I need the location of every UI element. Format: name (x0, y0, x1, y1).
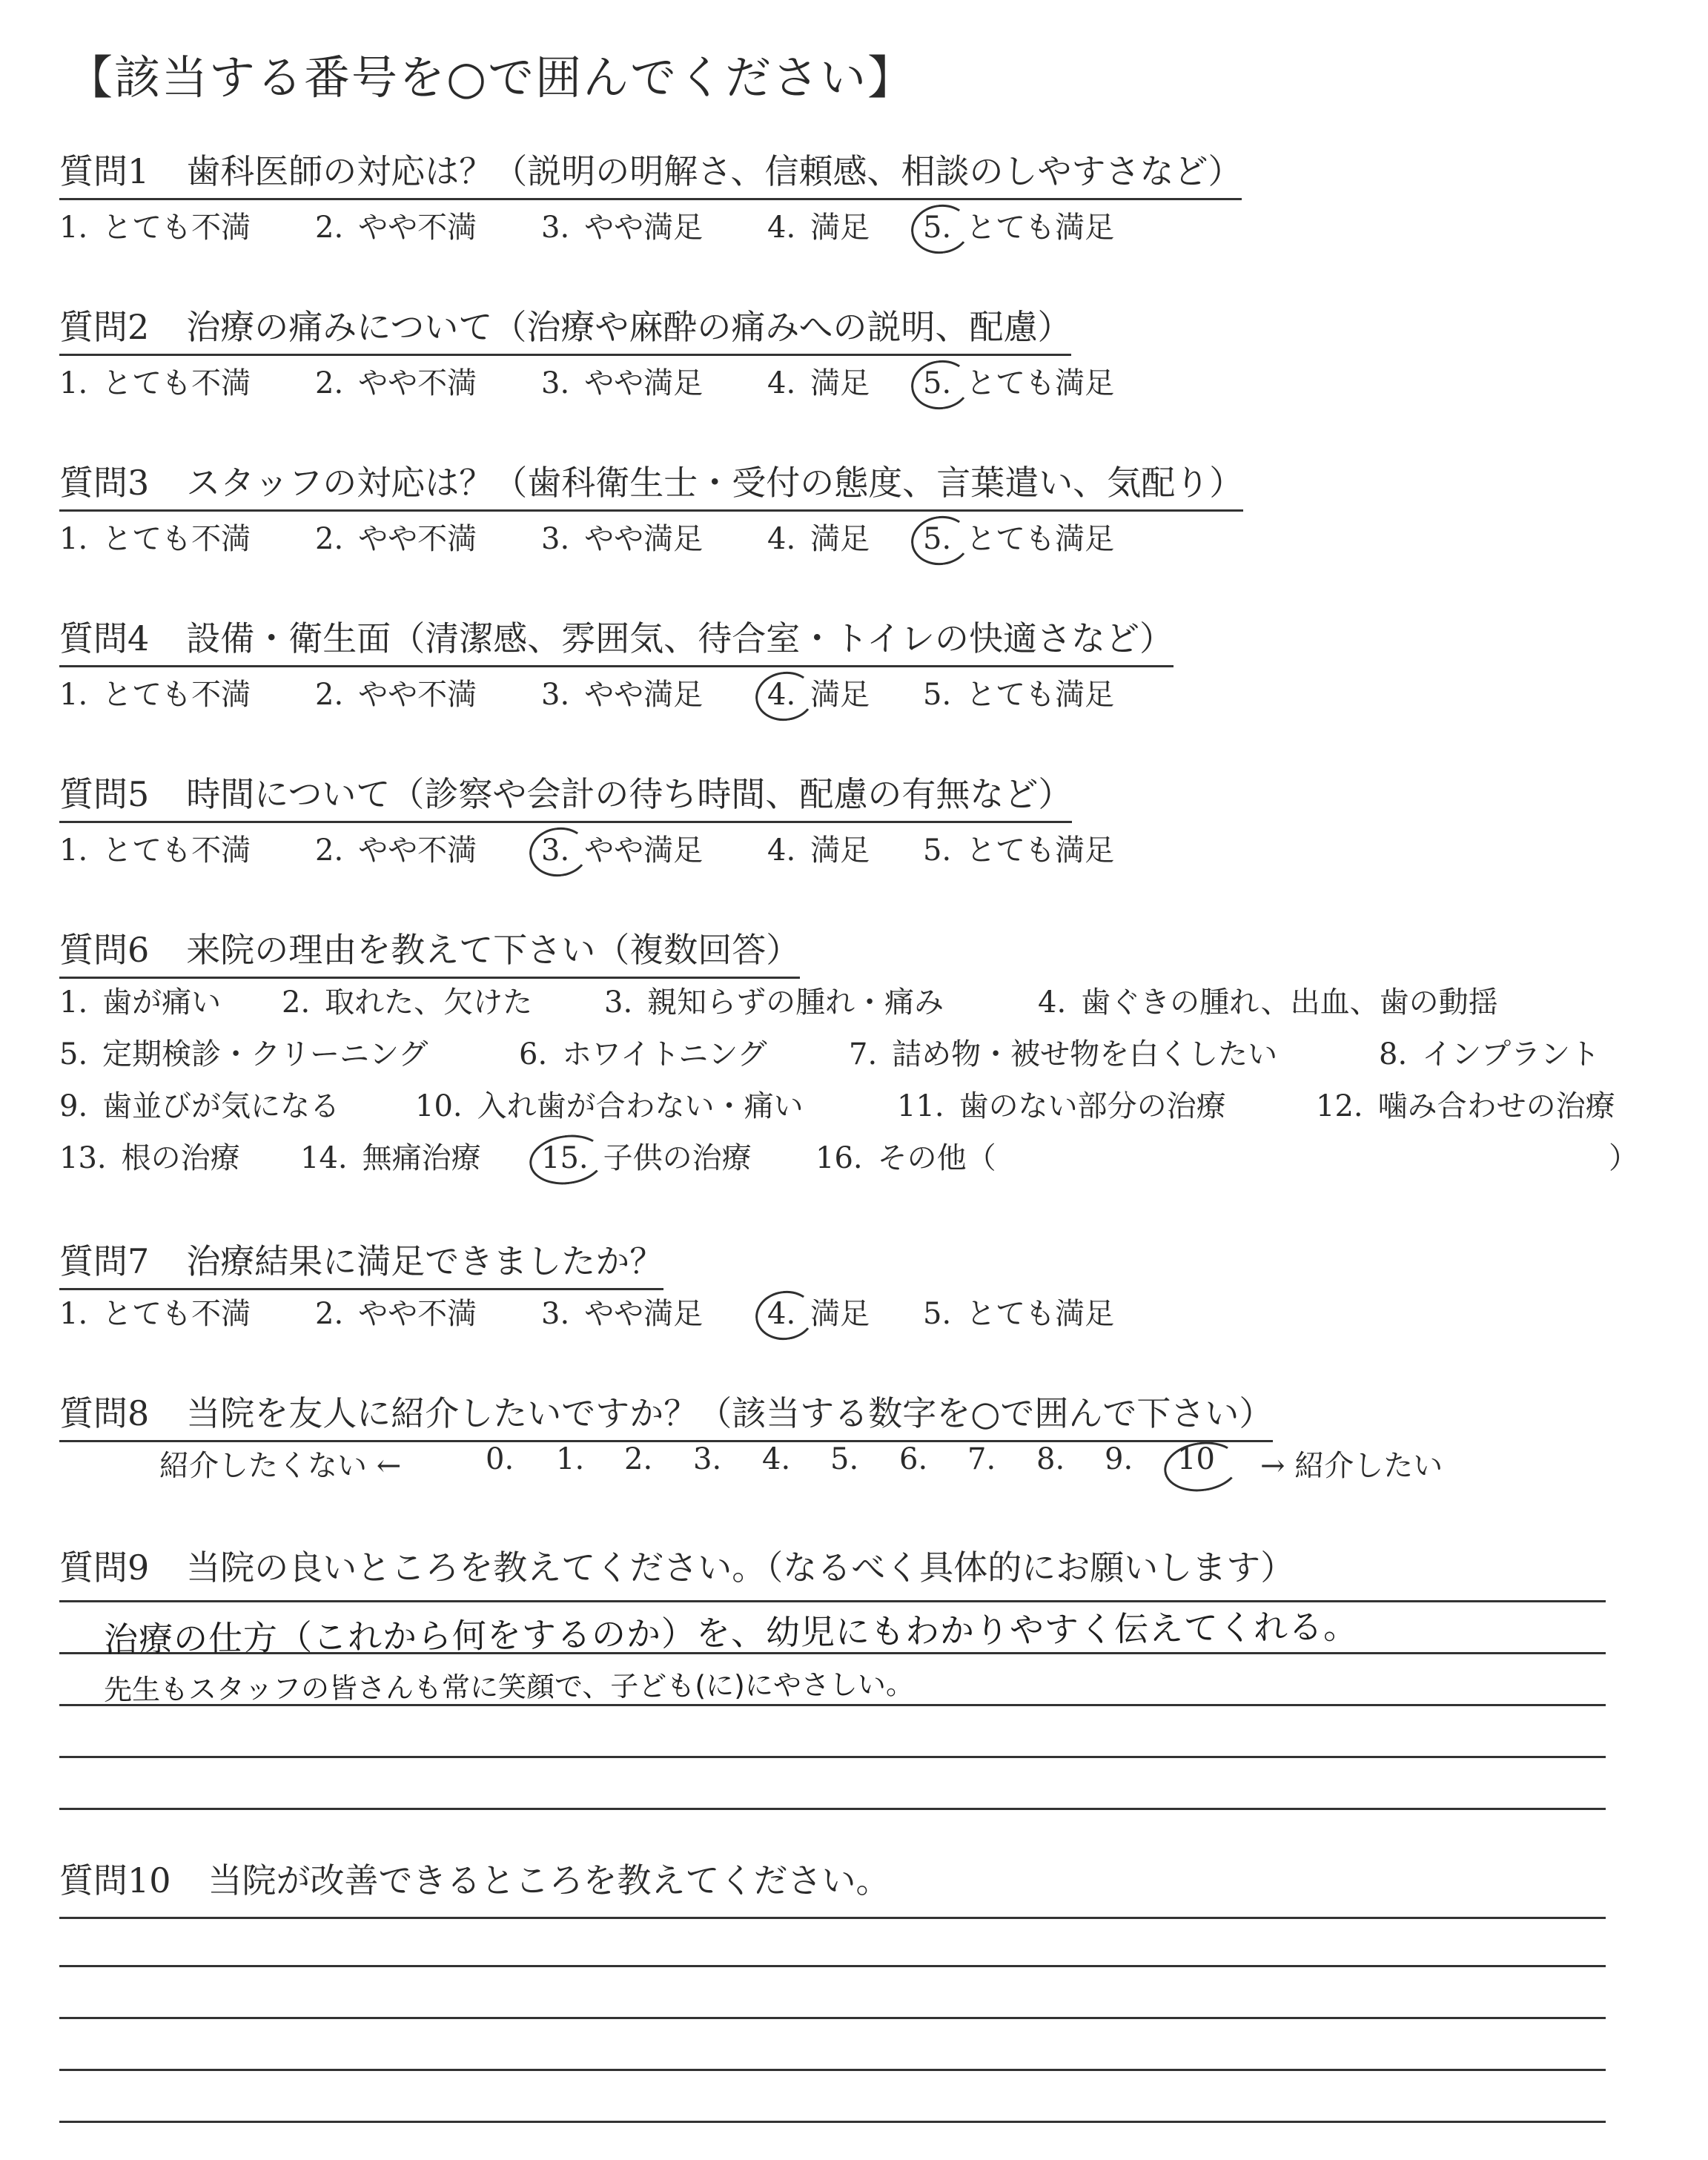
answer-line (59, 2121, 1606, 2123)
option-3[interactable]: 3. やや満足 (541, 366, 704, 400)
scale-value-4[interactable]: 4. (762, 1442, 791, 1476)
reason-row-4 (59, 1135, 1638, 1179)
option-1[interactable]: 1. とても不満 (59, 833, 251, 868)
selection-circle-mark (908, 512, 973, 569)
scale-right-label: → 紹介したい (1260, 1449, 1443, 1483)
question-number: 質問10 (59, 1860, 171, 1900)
option-4[interactable]: 4. 満足 (767, 522, 870, 556)
question-number: 質問5 (59, 774, 150, 814)
option-4[interactable]: 4. 満足 (767, 833, 870, 868)
handwritten-answer-line-1: 治療の仕方（これから何をするのか）を、幼児にもわかりやすく伝えてくれる。 (103, 1606, 1359, 1659)
question-text: スタッフの対応は？（歯科衛生士・受付の態度、言葉遣い、気配り） (186, 463, 1244, 503)
scale-value-5[interactable]: 5. (830, 1442, 859, 1476)
reason-4[interactable]: 4. 歯ぐきの腫れ、出血、歯の動揺 (1038, 985, 1498, 1020)
option-3-selected[interactable]: 3. やや満足 (541, 827, 703, 869)
reason-16-close-paren: ） (1609, 1141, 1638, 1175)
question-6-title (59, 923, 800, 979)
scale-value-3[interactable]: 3. (693, 1442, 722, 1476)
question-number: 質問9 (59, 1548, 150, 1588)
reason-10[interactable]: 10. 入れ歯が合わない・痛い (415, 1089, 804, 1123)
reason-15-selected[interactable]: 15. 子供の治療 (541, 1135, 752, 1177)
question-number: 質問1 (59, 151, 150, 191)
question-number: 質問2 (59, 307, 150, 347)
question-5-title (59, 767, 1072, 823)
answer-line (59, 1808, 1606, 1810)
answer-line (59, 1965, 1606, 1967)
reason-12[interactable]: 12. 噛み合わせの治療 (1316, 1089, 1615, 1123)
question-text: 治療の痛みについて（治療や麻酔の痛みへの説明、配慮） (186, 307, 1072, 347)
reason-2[interactable]: 2. 取れた、欠けた (282, 985, 533, 1020)
question-text: 来院の理由を教えて下さい（複数回答） (186, 930, 801, 970)
reason-13[interactable]: 13. 根の治療 (59, 1141, 240, 1175)
question-7-title (59, 1235, 663, 1290)
option-3[interactable]: 3. やや満足 (541, 211, 704, 245)
option-5-selected[interactable]: 5. とても満足 (923, 204, 1114, 246)
selection-circle-mark (908, 357, 973, 413)
option-5-selected[interactable]: 5. とても満足 (923, 515, 1114, 558)
option-3[interactable]: 3. やや満足 (541, 678, 704, 712)
answer-line (59, 1756, 1606, 1758)
question-8-title (59, 1387, 1273, 1442)
answer-line (59, 1600, 1606, 1602)
reason-11[interactable]: 11. 歯のない部分の治療 (897, 1089, 1226, 1123)
option-2[interactable]: 2. やや不満 (315, 211, 477, 245)
question-number: 質問7 (59, 1241, 150, 1281)
selection-circle-mark (908, 201, 973, 257)
scale-value-7[interactable]: 7. (967, 1442, 996, 1476)
question-9-title (59, 1541, 1294, 1590)
option-1[interactable]: 1. とても不満 (59, 211, 251, 245)
reason-1[interactable]: 1. 歯が痛い (59, 985, 222, 1020)
option-1[interactable]: 1. とても不満 (59, 678, 251, 712)
selection-circle-mark (526, 824, 592, 880)
option-5-selected[interactable]: 5. とても満足 (923, 360, 1114, 402)
question-text: 歯科医師の対応は？（説明の明解さ、信頼感、相談のしやすさなど） (186, 151, 1242, 191)
scale-value-9[interactable]: 9. (1105, 1442, 1133, 1476)
option-2[interactable]: 2. やや不満 (315, 522, 477, 556)
reason-3[interactable]: 3. 親知らずの腫れ・痛み (604, 985, 944, 1020)
answer-line (59, 2017, 1606, 2019)
question-text: 設備・衛生面（清潔感、雰囲気、待合室・トイレの快適さなど） (186, 618, 1174, 658)
answer-line (59, 1917, 1606, 1919)
option-1[interactable]: 1. とても不満 (59, 366, 251, 400)
reason-5[interactable]: 5. 定期検診・クリーニング (59, 1037, 428, 1071)
scale-left-label: 紹介したくない ← (159, 1449, 402, 1483)
question-text: 当院の良いところを教えてください。（なるべく具体的にお願いします） (186, 1548, 1295, 1588)
option-1[interactable]: 1. とても不満 (59, 522, 251, 556)
question-text: 時間について（診察や会計の待ち時間、配慮の有無など） (186, 774, 1073, 814)
option-4-selected[interactable]: 4. 満足 (767, 671, 870, 713)
instruction-header: 【該当する番号を○で囲んでください】 (67, 50, 916, 105)
option-5[interactable]: 5. とても満足 (923, 678, 1115, 712)
option-2[interactable]: 2. やや不満 (315, 833, 477, 868)
question-text: 治療結果に満足できましたか？ (186, 1241, 664, 1281)
question-text: 当院が改善できるところを教えてください。 (208, 1860, 890, 1900)
option-3[interactable]: 3. やや満足 (541, 522, 704, 556)
question-number: 質問4 (59, 618, 150, 658)
question-1-title (59, 145, 1242, 200)
reason-16[interactable]: 16. その他（ (815, 1141, 996, 1175)
option-5[interactable]: 5. とても満足 (923, 1297, 1115, 1331)
question-number: 質問6 (59, 930, 150, 970)
question-4-title (59, 612, 1174, 667)
option-5[interactable]: 5. とても満足 (923, 833, 1115, 868)
option-2[interactable]: 2. やや不満 (315, 366, 477, 400)
question-number: 質問3 (59, 463, 150, 503)
option-2[interactable]: 2. やや不満 (315, 678, 477, 712)
option-4[interactable]: 4. 満足 (767, 211, 870, 245)
option-4[interactable]: 4. 満足 (767, 366, 870, 400)
option-3[interactable]: 3. やや満足 (541, 1297, 704, 1331)
reason-14[interactable]: 14. 無痛治療 (300, 1141, 481, 1175)
question-text: 当院を友人に紹介したいですか？（該当する数字を○で囲んで下さい） (186, 1393, 1274, 1433)
answer-line (59, 2069, 1606, 2071)
question-3-title (59, 456, 1243, 512)
question-2-title (59, 300, 1071, 356)
reason-9[interactable]: 9. 歯並びが気になる (59, 1089, 340, 1123)
option-2[interactable]: 2. やや不満 (315, 1297, 477, 1331)
selection-circle-mark (526, 1130, 608, 1189)
scale-value-0[interactable]: 0. (486, 1442, 514, 1476)
question-number: 質問8 (59, 1393, 150, 1433)
scale-value-1[interactable]: 1. (556, 1442, 585, 1476)
referral-scale: 紹介したくない ← 0. 1. 2. 3. 4. 5. 6. 7. 8. 9. 10 → 紹介したい (0, 1442, 1708, 1487)
scale-value-6[interactable]: 6. (899, 1442, 928, 1476)
scale-value-2[interactable]: 2. (624, 1442, 653, 1476)
handwritten-answer-line-2: 先生もスタッフの皆さんも常に笑顔で、子ども(に)にやさしい。 (103, 1668, 915, 1706)
option-1[interactable]: 1. とても不満 (59, 1297, 251, 1331)
selection-circle-mark (752, 1287, 818, 1344)
question-10-title (59, 1854, 890, 1903)
scale-value-8[interactable]: 8. (1036, 1442, 1065, 1476)
reason-8[interactable]: 8. インプラント (1379, 1037, 1601, 1071)
option-4-selected[interactable]: 4. 満足 (767, 1290, 870, 1332)
reason-7[interactable]: 7. 詰め物・被せ物を白くしたい (849, 1037, 1278, 1071)
selection-circle-mark (752, 668, 818, 724)
reason-6[interactable]: 6. ホワイトニング (519, 1037, 767, 1071)
